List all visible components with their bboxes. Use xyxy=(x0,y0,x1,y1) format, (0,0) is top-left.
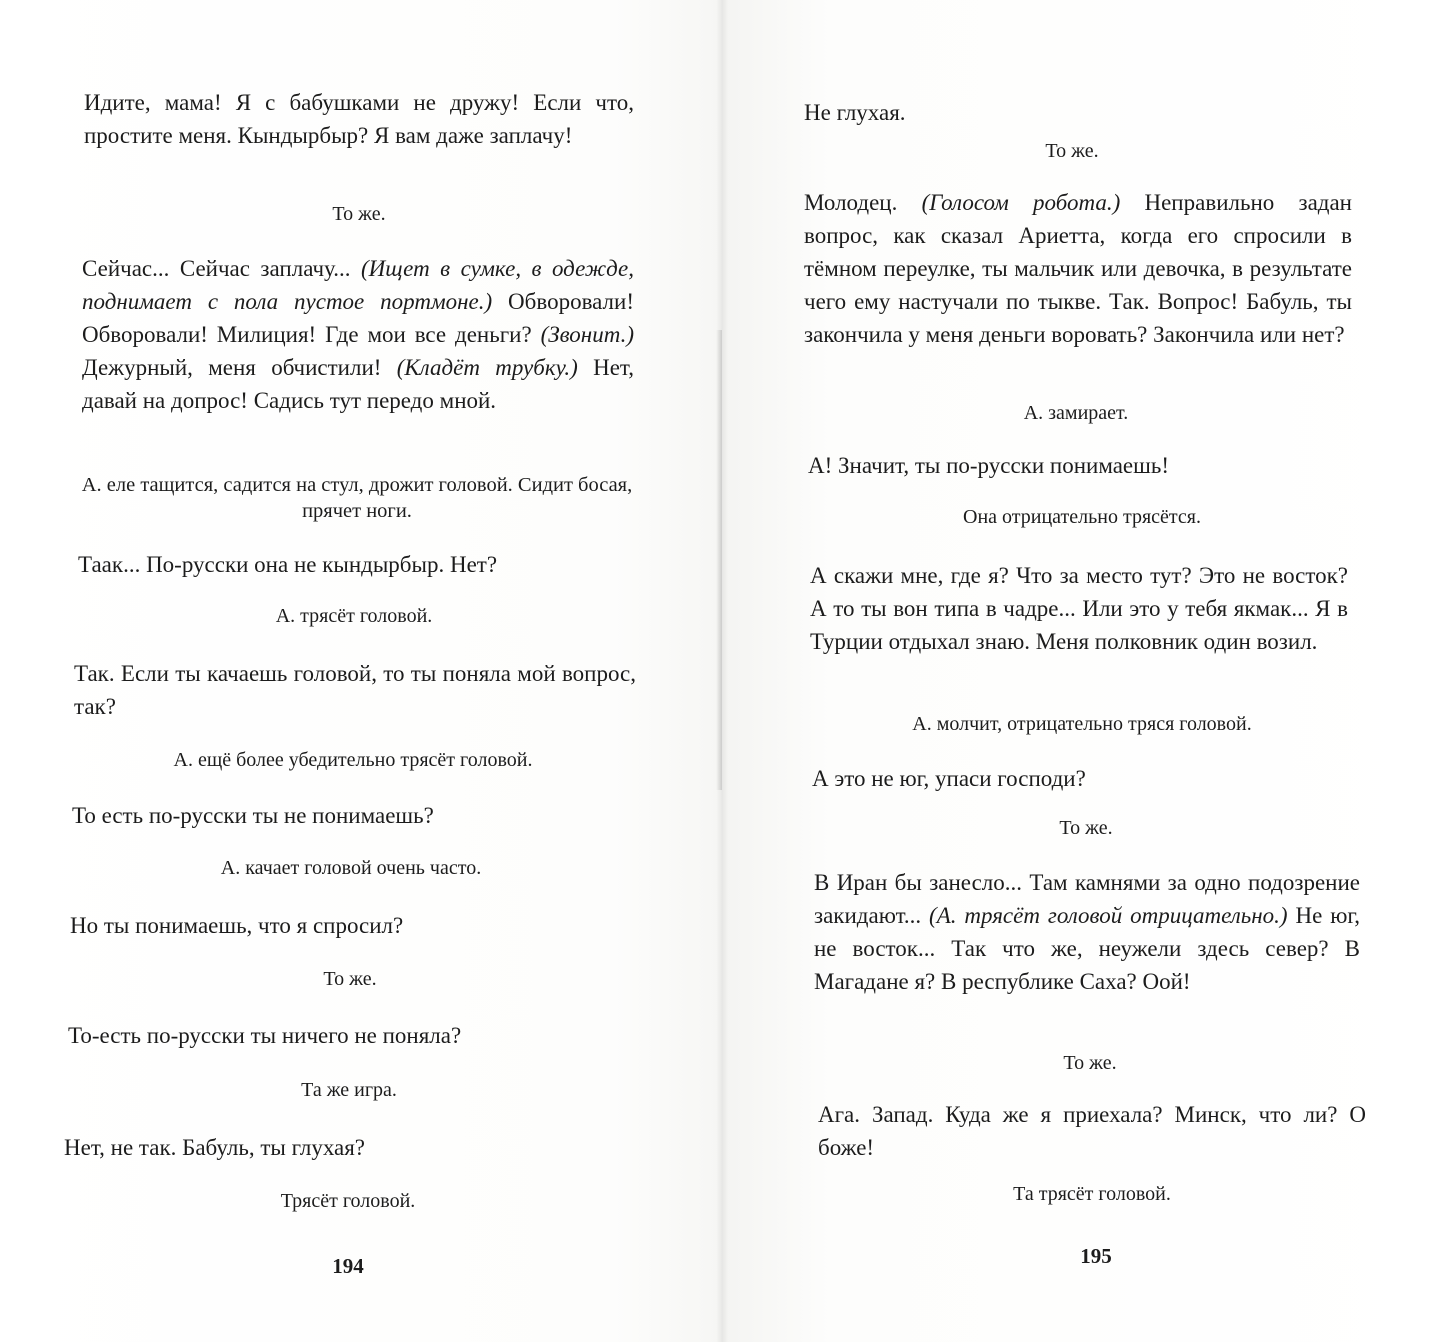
speech-text: Сейчас... Сейчас заплачу... xyxy=(82,256,361,281)
page-number: 195 xyxy=(1080,1244,1112,1268)
speech-text: Идите, мама! Я с бабушками не дружу! Если что, простите меня. Кындырбыр? Я вам даже заплачу! xyxy=(84,90,634,148)
speech-block xyxy=(72,799,636,832)
speech-block xyxy=(808,449,1356,482)
page-number: 194 xyxy=(332,1254,364,1278)
speech-block xyxy=(82,252,634,417)
inline-stage-direction: (Ищет в сумке, в одежде, поднимает с пола пустое портмоне.) xyxy=(82,256,634,314)
inline-stage-direction: (Звонит.) xyxy=(540,322,634,347)
speech-block xyxy=(812,762,1360,795)
speech-text: А это не юг, упаси господи? xyxy=(812,766,1086,791)
speech-block xyxy=(804,96,1352,129)
stage-direction: А. качает головой очень часто. xyxy=(220,857,482,879)
speech-block xyxy=(84,86,634,152)
speech-text: Так. Если ты качаешь головой, то ты поняла мой вопрос, так? xyxy=(74,661,636,719)
speech-block xyxy=(78,548,638,581)
speech-text: То-есть по-русски ты ничего не поняла? xyxy=(68,1023,462,1048)
speech-text: А! Значит, ты по-русски понимаешь! xyxy=(808,453,1170,478)
speech-text: В Иран бы занесло... Там камнями за одно подозрение закидают... xyxy=(814,870,1360,928)
speech-text: Ага. Запад. Куда же я приехала? Минск, что ли? О боже! xyxy=(818,1102,1366,1160)
stage-direction: Та же игра. xyxy=(301,1079,397,1101)
speech-block xyxy=(814,866,1360,998)
stage-direction: Та трясёт головой. xyxy=(1013,1183,1171,1205)
inline-stage-direction: (Кладёт трубку.) xyxy=(396,355,578,380)
stage-direction: Трясёт головой. xyxy=(280,1190,416,1212)
speech-text: Но ты понимаешь, что я спросил? xyxy=(70,913,404,938)
speech-text: Неправильно задан вопрос, как сказал Ариетта, когда его спросили в тёмном переулке, ты мальчик или девочка, в результате чего ему настучали по тыкве. Так. Вопрос! Бабуль, ты закончила у меня деньги воровать? Закончила или нет? xyxy=(804,190,1352,347)
stage-direction: А. молчит, отрицательно тряся головой. xyxy=(912,713,1252,735)
speech-block xyxy=(804,186,1352,351)
speech-block xyxy=(810,559,1348,658)
speech-text: Таак... По-русски она не кындырбыр. Нет? xyxy=(78,552,498,577)
speech-block xyxy=(70,909,636,942)
stage-direction: А. ещё более убедительно трясёт головой. xyxy=(173,749,533,771)
speech-block xyxy=(818,1098,1366,1164)
stage-direction: То же. xyxy=(332,203,386,225)
speech-text: Не юг, не восток... Так что же, неужели здесь север? В Магадане я? В республике Саха? Оой! xyxy=(814,903,1360,994)
inline-stage-direction: (Голосом робота.) xyxy=(921,190,1121,215)
speech-text: То есть по-русски ты не понимаешь? xyxy=(72,803,434,828)
speech-text: Дежурный, меня обчистили! xyxy=(82,355,397,380)
stage-direction: Она отрицательно трясётся. xyxy=(963,506,1201,528)
stage-direction: А. замирает. xyxy=(1023,402,1129,424)
stage-direction: А. еле тащится, садится на стул, дрожит головой. Сидит босая, прячет ноги. xyxy=(81,474,633,522)
speech-text: А скажи мне, где я? Что за место тут? Это не восток? А то ты вон типа в чадре... Или это у тебя якмак... Я в Турции отдыхал знаю. Меня полковник один возил. xyxy=(810,563,1348,654)
stage-direction: То же. xyxy=(1045,140,1099,162)
speech-block xyxy=(68,1019,636,1052)
inline-stage-direction: (А. трясёт головой отрицательно.) xyxy=(929,903,1288,928)
speech-text: Молодец. xyxy=(804,190,922,215)
speech-text: Не глухая. xyxy=(804,100,906,125)
stage-direction: То же. xyxy=(1059,817,1113,839)
speech-block xyxy=(74,657,636,723)
stage-direction: То же. xyxy=(323,968,377,990)
book-gutter xyxy=(716,0,728,1342)
speech-text: Нет, не так. Бабуль, ты глухая? xyxy=(64,1135,366,1160)
stage-direction: То же. xyxy=(1063,1052,1117,1074)
speech-block xyxy=(64,1131,636,1164)
speech-text: Обворовали! Обворовали! Милиция! Где мои все деньги? xyxy=(82,289,634,347)
stage-direction: А. трясёт головой. xyxy=(275,605,433,627)
right-page xyxy=(722,0,1441,1342)
speech-text: Нет, давай на допрос! Садись тут передо мной. xyxy=(82,355,634,413)
